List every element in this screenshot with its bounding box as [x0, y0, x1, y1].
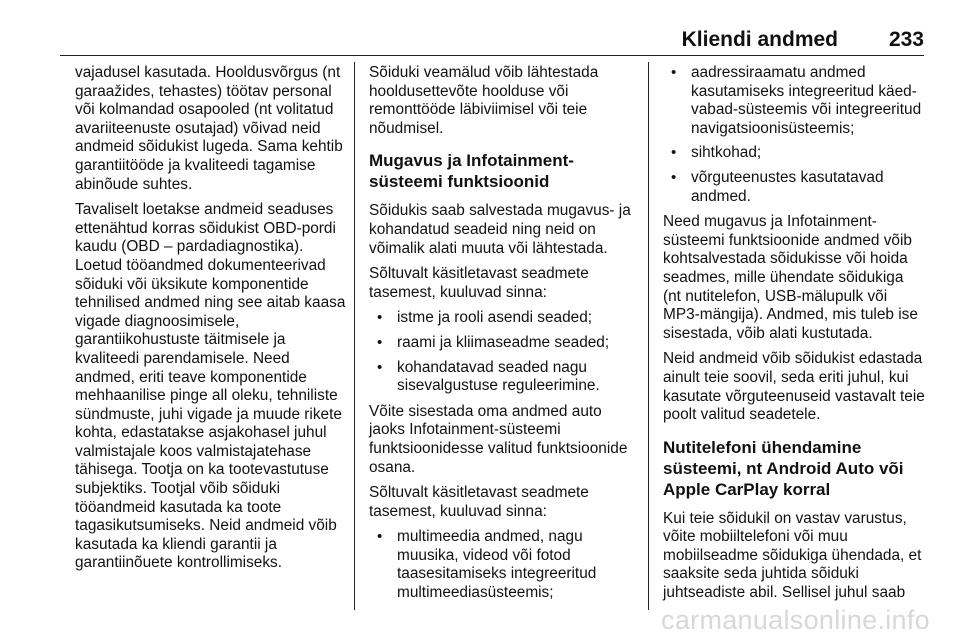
- list-item: • istme ja rooli asendi seaded;: [369, 309, 639, 328]
- header-rule: [60, 55, 924, 56]
- text-column-1: [75, 64, 347, 580]
- column-divider-2: [648, 62, 649, 610]
- page-header: [60, 24, 924, 54]
- text-column-3: [663, 64, 925, 610]
- watermark: carmanualsonline.info: [661, 605, 930, 635]
- section-heading: Nutitelefoni ühendamine süsteemi, nt Android Auto või Apple CarPlay korral: [663, 437, 904, 499]
- list-item: • multimeedia andmed, nagu muusika, videod või fotod taasesitamiseks integreeritud multimeediasüsteemis;: [369, 528, 639, 602]
- text-column-2: [369, 64, 639, 610]
- paragraph: Sõidukis saab salvestada mugavus- ja kohandatud seadeid ning neid on võimalik alati muuta või lähtestada.: [369, 202, 631, 257]
- paragraph: vajadusel kasutada. Hooldusvõrgus (nt garaažides, tehastes) töötav personal või kolmandad osapooled (nt volitatud avariiteenuste osutajad) võivad neid andmeid sõidukist lugeda. Sama kehtib garantiitööde ja kvaliteedi tagamise abinõude suhtes.: [75, 64, 343, 193]
- paragraph: Neid andmeid võib sõidukist edastada ainult teie soovil, seda eriti juhul, kui kasutate võrguteenuseid vastavalt teie poolt valitud seadetele.: [663, 350, 925, 424]
- list-item: • raami ja kliimaseadme seaded;: [369, 334, 639, 353]
- paragraph: Tavaliselt loetakse andmeid seaduses ettenähtud korras sõidukist OBD-pordi kaudu (OBD – pardadiagnostika). Loetud tööandmed dokumenteerivad sõiduki või üksikute komponentide tehnilised andmed ning see aitab kaasa vigade diagnoosimisele, garantiikohustuste täitmisele ja kvaliteedi parendamisele. Need andmed, eriti teave komponentide mehhaanilise pinge all oleku, tehniliste sündmuste, juhi vigade ja muude rikete kohta, edastatakse asjakohasel juhul valmistajale koos valmistajatehase tähisega. Tootja on ka tootevastutuse subjektiks. Tootjal võib sõiduki tööandmeid kasutada ka toote tagasikutsumiseks. Neid andmeid võib kasutada ka kliendi garantii ja garantiinõuete kontrollimiseks.: [75, 201, 346, 572]
- bullet-list: [663, 64, 925, 206]
- list-item: • võrguteenustes kasutatavad andmed.: [663, 169, 925, 206]
- chapter-title: Kliendi andmed: [681, 28, 838, 51]
- paragraph: Need mugavus ja Infotainment-süsteemi funktsioonide andmed võib kohtsalvestada sõidukisse või hoida seadmes, mille ühendate sõidukiga (nt nutitelefon, USB-mälupulk või MP3-mängija). Andmed, mis tuleb ise sisestada, võib alati kustutada.: [663, 213, 918, 342]
- bullet-list: [369, 309, 639, 395]
- list-item: • kohandatavad seaded nagu sisevalgustuse reguleerimine.: [369, 359, 639, 396]
- paragraph: Sõiduki veamälud võib lähtestada hooldusettevõte hoolduse või remonttööde läbiviimisel või teie nõudmisel.: [369, 64, 599, 137]
- list-item: • aadressiraamatu andmed kasutamiseks integreeritud käed-vabad-süsteemis või integreeritud navigatsioonisüsteemis;: [663, 64, 925, 138]
- paragraph: Kui teie sõidukil on vastav varustus, võite mobiiltelefoni või muu mobiilseadme sõidukiga ühendada, et saaksite seda juhtida sõiduki juhtseadiste abil. Sellisel juhul saab: [663, 509, 922, 602]
- column-divider-1: [354, 62, 355, 610]
- list-item: • sihtkohad;: [663, 144, 925, 163]
- section-heading: Mugavus ja Infotainment-süsteemi funktsioonid: [369, 151, 574, 192]
- paragraph: Võite sisestada oma andmed auto jaoks Infotainment-süsteemi funktsioonidesse valitud funktsioonide osana.: [369, 402, 628, 476]
- page-number: 233: [888, 28, 924, 51]
- paragraph: Sõltuvalt käsitletavast seadmete tasemest, kuuluvad sinna:: [369, 484, 589, 520]
- paragraph: Sõltuvalt käsitletavast seadmete tasemest, kuuluvad sinna:: [369, 265, 589, 301]
- bullet-list: [369, 528, 639, 602]
